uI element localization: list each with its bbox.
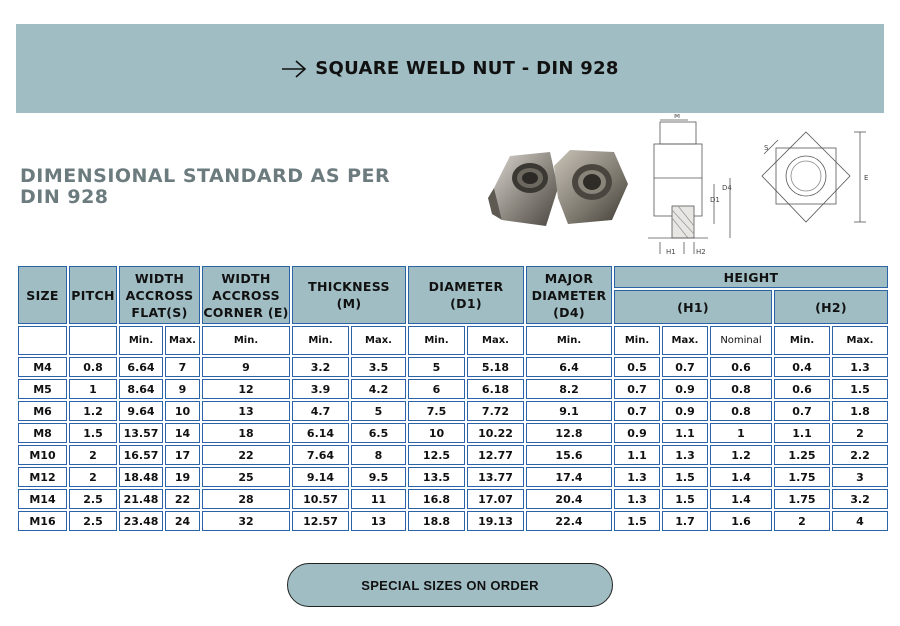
table-cell: 9.14: [292, 467, 349, 487]
header-text: ACCROSS: [212, 287, 280, 303]
dimension-table: [16, 264, 890, 533]
table-cell: 7.5: [408, 401, 465, 421]
table-cell: 0.5: [614, 357, 660, 377]
special-sizes-button[interactable]: SPECIAL SIZES ON ORDER: [287, 563, 613, 607]
header-size: SIZE: [18, 266, 67, 324]
table-cell: 0.7: [614, 401, 660, 421]
table-cell: 1: [69, 379, 117, 399]
table-cell: 18: [202, 423, 290, 443]
table-cell: 5.18: [467, 357, 524, 377]
header-width-across-flat: [119, 266, 200, 324]
table-cell: 0.7: [614, 379, 660, 399]
table-cell: 6.4: [526, 357, 612, 377]
table-cell: 10: [408, 423, 465, 443]
table-cell: 22: [165, 489, 200, 509]
dim-label-e: E: [864, 174, 869, 182]
header-text: (D4): [553, 304, 585, 320]
table-cell: 6.5: [351, 423, 406, 443]
table-cell: 17: [165, 445, 200, 465]
table-cell: 9: [202, 357, 290, 377]
header-diameter: [408, 266, 524, 324]
table-cell: 0.8: [69, 357, 117, 377]
table-row: [18, 489, 888, 509]
table-cell: 2: [832, 423, 888, 443]
header-text: (D1): [450, 296, 482, 311]
table-subheader-row: [18, 326, 888, 355]
table-cell: 8.2: [526, 379, 612, 399]
table-cell: 0.7: [662, 357, 708, 377]
table-cell: 23.48: [119, 511, 163, 531]
table-cell: 8: [351, 445, 406, 465]
header-h2: (H2): [774, 290, 888, 324]
subheader-cell: Min.: [292, 326, 349, 355]
table-cell: 1.7: [662, 511, 708, 531]
table-cell: 1.3: [614, 489, 660, 509]
table-cell: 13: [351, 511, 406, 531]
table-cell: 0.8: [710, 401, 772, 421]
table-cell: 0.9: [614, 423, 660, 443]
arrow-right-icon: [281, 60, 307, 78]
table-cell: 22.4: [526, 511, 612, 531]
header-text: FLAT(S): [131, 304, 188, 320]
header-pitch: PITCH: [69, 266, 117, 324]
dim-label-d1: D1: [710, 196, 720, 204]
table-row: [18, 357, 888, 377]
table-cell: M14: [18, 489, 67, 509]
dim-label-m: M: [674, 114, 681, 120]
table-cell: 24: [165, 511, 200, 531]
table-cell: 28: [202, 489, 290, 509]
table-cell: 1.3: [662, 445, 708, 465]
table-cell: 5: [351, 401, 406, 421]
table-cell: 2: [69, 445, 117, 465]
header-text: MAJOR: [544, 270, 594, 286]
header-major-diameter: [526, 266, 612, 324]
table-cell: 13.57: [119, 423, 163, 443]
table-cell: 0.8: [710, 379, 772, 399]
table-cell: M5: [18, 379, 67, 399]
table-cell: 2.2: [832, 445, 888, 465]
subheader-cell: Max.: [467, 326, 524, 355]
header-text: CORNER (E): [203, 304, 289, 320]
table-cell: 20.4: [526, 489, 612, 509]
heading-line-2: DIN 928: [20, 186, 109, 208]
subheader-cell: Max.: [165, 326, 200, 355]
table-cell: 18.8: [408, 511, 465, 531]
table-cell: 17.4: [526, 467, 612, 487]
table-cell: 3.2: [292, 357, 349, 377]
table-cell: 11: [351, 489, 406, 509]
table-cell: 10: [165, 401, 200, 421]
table-cell: M8: [18, 423, 67, 443]
header-text: DIAMETER: [531, 287, 607, 303]
table-cell: 1.5: [69, 423, 117, 443]
table-cell: 9.1: [526, 401, 612, 421]
table-cell: 1.3: [614, 467, 660, 487]
table-cell: 15.6: [526, 445, 612, 465]
table-cell: 9: [165, 379, 200, 399]
table-cell: 6: [408, 379, 465, 399]
table-cell: 1.75: [774, 489, 830, 509]
subheader-cell: Min.: [614, 326, 660, 355]
subheader-cell: [18, 326, 67, 355]
banner-content: [281, 58, 619, 79]
header-text: ACCROSS: [125, 287, 194, 303]
subheader-cell: Min.: [408, 326, 465, 355]
table-cell: 1.4: [710, 467, 772, 487]
table-cell: 0.9: [662, 401, 708, 421]
table-cell: 7: [165, 357, 200, 377]
table-cell: 9.5: [351, 467, 406, 487]
table-row: [18, 467, 888, 487]
title-banner: [16, 24, 884, 113]
table-cell: 12.8: [526, 423, 612, 443]
header-text: THICKNESS: [308, 279, 390, 294]
table-cell: 1.1: [774, 423, 830, 443]
table-cell: 22: [202, 445, 290, 465]
table-cell: 1.5: [832, 379, 888, 399]
table-cell: 1: [710, 423, 772, 443]
table-row: [18, 423, 888, 443]
table-cell: 13: [202, 401, 290, 421]
table-cell: 4.2: [351, 379, 406, 399]
table-cell: 1.5: [662, 489, 708, 509]
header-text: WIDTH: [221, 270, 271, 286]
table-cell: M12: [18, 467, 67, 487]
technical-drawing: [638, 114, 878, 260]
header-thickness: [292, 266, 406, 324]
page-title: SQUARE WELD NUT - DIN 928: [315, 58, 619, 79]
table-cell: 2.5: [69, 511, 117, 531]
table-cell: 3.5: [351, 357, 406, 377]
dim-label-s: S: [764, 144, 769, 152]
table-cell: 1.3: [832, 357, 888, 377]
table-cell: 13.77: [467, 467, 524, 487]
table-cell: 6.14: [292, 423, 349, 443]
subheader-cell: [69, 326, 117, 355]
table-cell: 1.4: [710, 489, 772, 509]
table-row: [18, 511, 888, 531]
table-cell: M16: [18, 511, 67, 531]
table-row: [18, 379, 888, 399]
subheader-cell: Min.: [526, 326, 612, 355]
table-cell: 18.48: [119, 467, 163, 487]
table-cell: 5: [408, 357, 465, 377]
table-cell: 12.77: [467, 445, 524, 465]
table-cell: 1.75: [774, 467, 830, 487]
table-cell: 2: [69, 467, 117, 487]
table-cell: 1.2: [69, 401, 117, 421]
subheader-cell: Max.: [662, 326, 708, 355]
subheader-cell: Max.: [351, 326, 406, 355]
table-cell: 7.72: [467, 401, 524, 421]
subheader-cell: Min.: [119, 326, 163, 355]
weld-nut-photo: [488, 138, 630, 238]
header-h1: (H1): [614, 290, 772, 324]
table-cell: 1.5: [662, 467, 708, 487]
subheader-cell: Min.: [202, 326, 290, 355]
table-cell: M4: [18, 357, 67, 377]
table-cell: 17.07: [467, 489, 524, 509]
table-header-row: [18, 266, 888, 288]
table-cell: 16.8: [408, 489, 465, 509]
header-text: DIAMETER: [428, 279, 504, 294]
table-cell: 12.57: [292, 511, 349, 531]
table-cell: 0.9: [662, 379, 708, 399]
dim-label-h1: H1: [666, 248, 676, 256]
table-cell: 16.57: [119, 445, 163, 465]
header-height: HEIGHT: [614, 266, 888, 288]
subheader-cell: Nominal: [710, 326, 772, 355]
table-cell: 2: [774, 511, 830, 531]
table-cell: 13.5: [408, 467, 465, 487]
table-cell: 3: [832, 467, 888, 487]
section-heading: [20, 166, 400, 208]
dim-label-h2: H2: [696, 248, 706, 256]
heading-line-1: DIMENSIONAL STANDARD AS PER: [20, 165, 391, 187]
table-cell: 19: [165, 467, 200, 487]
table-cell: 0.6: [774, 379, 830, 399]
subheader-cell: Min.: [774, 326, 830, 355]
table-cell: 25: [202, 467, 290, 487]
table-cell: 9.64: [119, 401, 163, 421]
dim-label-d4: D4: [722, 184, 732, 192]
table-cell: 12: [202, 379, 290, 399]
table-cell: 1.6: [710, 511, 772, 531]
table-cell: 1.1: [662, 423, 708, 443]
table-cell: 12.5: [408, 445, 465, 465]
table-cell: 6.64: [119, 357, 163, 377]
table-cell: 10.22: [467, 423, 524, 443]
table-cell: 10.57: [292, 489, 349, 509]
table-cell: 1.8: [832, 401, 888, 421]
table-row: [18, 445, 888, 465]
table-row: [18, 401, 888, 421]
table-cell: 2.5: [69, 489, 117, 509]
subheader-cell: Max.: [832, 326, 888, 355]
table-cell: 21.48: [119, 489, 163, 509]
table-cell: 1.1: [614, 445, 660, 465]
table-cell: 3.9: [292, 379, 349, 399]
table-cell: M6: [18, 401, 67, 421]
table-cell: 0.6: [710, 357, 772, 377]
header-text: (M): [336, 296, 362, 311]
table-cell: 3.2: [832, 489, 888, 509]
table-cell: 4: [832, 511, 888, 531]
table-cell: 0.7: [774, 401, 830, 421]
header-width-across-corner: [202, 266, 290, 324]
table-cell: 1.5: [614, 511, 660, 531]
table-cell: 14: [165, 423, 200, 443]
table-cell: 32: [202, 511, 290, 531]
header-text: WIDTH: [134, 270, 185, 286]
table-cell: 1.2: [710, 445, 772, 465]
table-cell: 6.18: [467, 379, 524, 399]
table-cell: 8.64: [119, 379, 163, 399]
table-cell: 19.13: [467, 511, 524, 531]
table-cell: 7.64: [292, 445, 349, 465]
table-cell: 1.25: [774, 445, 830, 465]
table-cell: 4.7: [292, 401, 349, 421]
table-cell: 0.4: [774, 357, 830, 377]
table-cell: M10: [18, 445, 67, 465]
